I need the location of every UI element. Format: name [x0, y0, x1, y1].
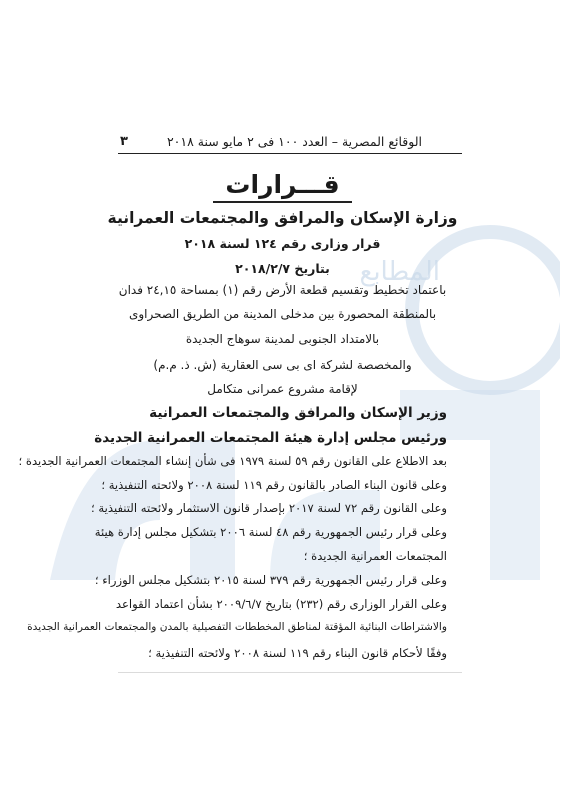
body-line: المجتمعات العمرانية الجديدة ؛: [303, 549, 447, 563]
body-line: وفقًا لأحكام قانون البناء رقم ١١٩ لسنة ٢٠٠٨ ولائحته التنفيذية ؛: [148, 646, 447, 660]
body-line: بعد الاطلاع على القانون رقم ٥٩ لسنة ١٩٧٩ فى شأن إنشاء المجتمعات العمرانية الجديدة ؛: [18, 454, 447, 468]
divider: [118, 672, 462, 673]
subject-line: باعتماد تخطيط وتقسيم قطعة الأرض رقم (١) بمساحة ٢٤,١٥ فدان: [118, 283, 447, 297]
decree-number: قرار وزارى رقم ١٢٤ لسنة ٢٠١٨: [184, 236, 381, 251]
decree-date: بتاريخ ٢٠١٨/٢/٧: [235, 261, 330, 276]
section-heading: قـــرارات: [0, 170, 565, 203]
subject-line: والمخصصة لشركة اى بى سى العقارية (ش. ذ. م.م): [153, 358, 412, 372]
issuer-chairman: ورئيس مجلس إدارة هيئة المجتمعات العمرانية الجديدة: [94, 430, 447, 446]
body-line: وعلى قرار رئيس الجمهورية رقم ٣٧٩ لسنة ٢٠١٥ بتشكيل مجلس الوزراء ؛: [94, 573, 447, 587]
body-line: وعلى قانون البناء الصادر بالقانون رقم ١١٩ لسنة ٢٠٠٨ ولائحته التنفيذية ؛: [101, 478, 447, 492]
issuer-minister: وزير الإسكان والمرافق والمجتمعات العمرانية: [149, 405, 447, 421]
ministry-name: وزارة الإسكان والمرافق والمجتمعات العمرانية: [107, 209, 458, 227]
subject-line: بالامتداد الجنوبى لمدينة سوهاج الجديدة: [185, 332, 380, 346]
subject-line: بالمنطقة المحصورة بين مدخلى المدينة من الطريق الصحراوى: [128, 307, 437, 321]
page-number: ٣: [120, 134, 128, 149]
page-header: [118, 133, 462, 154]
watermark-text: المطابع: [359, 257, 440, 287]
body-line: وعلى قرار رئيس الجمهورية رقم ٤٨ لسنة ٢٠٠٦ بتشكيل مجلس إدارة هيئة: [94, 525, 447, 539]
body-line: والاشتراطات البنائية المؤقتة لمناطق المخططات التفصيلية بالمدن والمجتمعات العمرانية الجديدة: [27, 621, 447, 633]
body-line: وعلى القانون رقم ٧٢ لسنة ٢٠١٧ بإصدار قانون الاستثمار ولائحته التنفيذية ؛: [91, 501, 447, 515]
body-line: وعلى القرار الوزارى رقم (٢٣٢) بتاريخ ٢٠٠٩/٦/٧ بشأن اعتماد القواعد: [115, 597, 447, 611]
gazette-title: الوقائع المصرية – العدد ١٠٠ فى ٢ مايو سنة ٢٠١٨: [166, 134, 422, 149]
subject-line: لإقامة مشروع عمرانى متكامل: [207, 382, 358, 396]
